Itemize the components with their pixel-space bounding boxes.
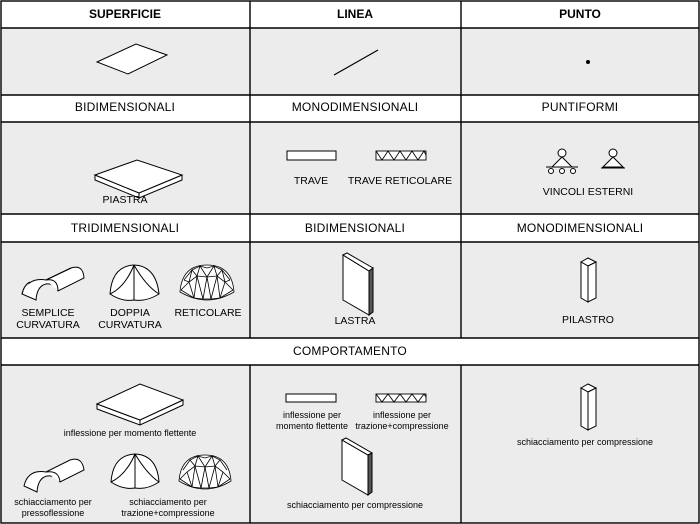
- label-schiacciamento-trazione-1: schiacciamento per: [129, 497, 207, 507]
- subheader-tridimensionali: TRIDIMENSIONALI: [70, 221, 180, 235]
- header-punto: PUNTO: [559, 7, 601, 21]
- subheader-comportamento: COMPORTAMENTO: [293, 344, 407, 358]
- label-piastra: PIASTRA: [102, 194, 148, 206]
- label-inflessione-momento-1: inflessione per: [282, 410, 342, 420]
- point-dot-icon: [586, 60, 590, 64]
- trave-beam-icon: [287, 151, 336, 160]
- label-schiacciamento-pressoflessione-2: pressoflessione: [21, 508, 85, 518]
- label-inflessione-trazione-1: inflessione per: [372, 410, 432, 420]
- label-schiacciamento-trazione-2: trazione+compressione: [121, 508, 215, 518]
- truss-bending-icon: [376, 394, 426, 402]
- column-compression-icon: [581, 384, 596, 430]
- label-schiacciamento-compressione-pilastro: schiacciamento per compressione: [516, 437, 654, 447]
- label-schiacciamento-compressione-lastra: schiacciamento per compressione: [286, 500, 424, 510]
- label-vincoli-esterni: VINCOLI ESTERNI: [542, 186, 634, 198]
- header-linea: LINEA: [337, 7, 373, 21]
- label-reticolare: RETICOLARE: [174, 307, 242, 319]
- pilastro-column-icon: [581, 258, 596, 302]
- subheader-monodimensionali-punto: MONODIMENSIONALI: [516, 221, 644, 235]
- subheader-puntiformi: PUNTIFORMI: [541, 100, 619, 114]
- beam-bending-icon: [286, 394, 336, 402]
- label-trave: TRAVE: [293, 175, 329, 187]
- subheader-monodimensionali: MONODIMENSIONALI: [291, 100, 419, 114]
- label-doppia-curvatura-1: DOPPIA: [110, 307, 150, 319]
- label-doppia-curvatura-2: CURVATURA: [98, 319, 162, 331]
- header-superficie: SUPERFICIE: [88, 7, 162, 21]
- subheader-bidimensionali-linea: BIDIMENSIONALI: [304, 221, 406, 235]
- label-inflessione-momento-flettente: inflessione per momento flettente: [63, 428, 197, 438]
- label-lastra: LASTRA: [334, 315, 376, 327]
- label-trave-reticolare: TRAVE RETICOLARE: [347, 175, 453, 187]
- label-semplice-curvatura-1: SEMPLICE: [21, 307, 75, 319]
- label-inflessione-trazione-2: trazione+compressione: [355, 421, 449, 431]
- label-inflessione-momento-2: momento flettente: [275, 421, 349, 431]
- label-schiacciamento-pressoflessione-1: schiacciamento per: [14, 497, 92, 507]
- label-semplice-curvatura-2: CURVATURA: [16, 319, 80, 331]
- trave-reticolare-truss-icon: [376, 151, 426, 160]
- label-pilastro: PILASTRO: [562, 314, 614, 326]
- subheader-bidimensionali: BIDIMENSIONALI: [74, 100, 176, 114]
